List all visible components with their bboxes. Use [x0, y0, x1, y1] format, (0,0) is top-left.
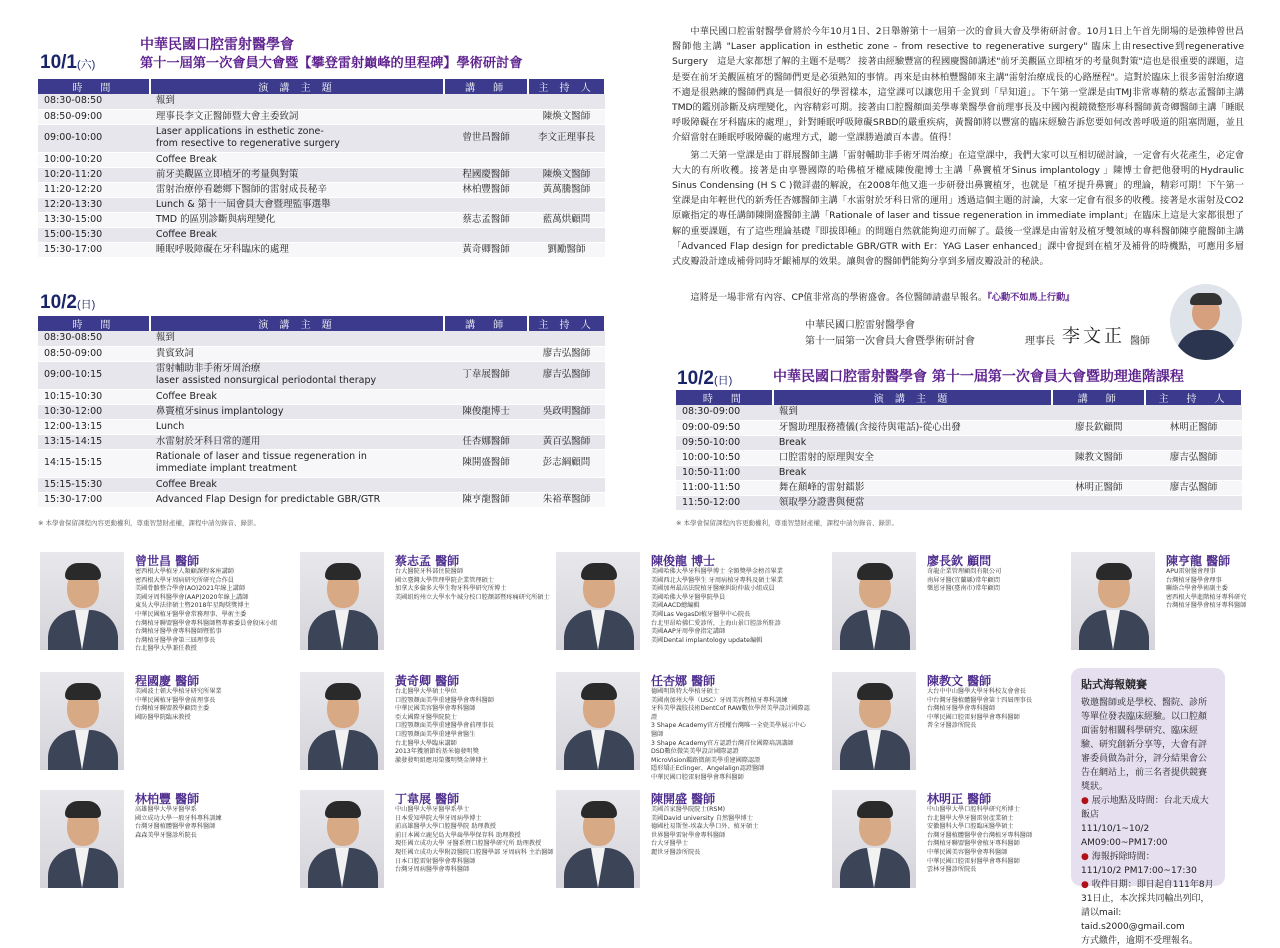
doctor-cv: 大台中中山醫學大學牙科校友會會長 中台灣牙醫植體醫學會第十四屆理事長 台灣植牙醫學會專科醫師 中華民國口腔雷射醫學會專科醫師 普全牙醫診所院長	[927, 688, 1033, 730]
chairman-photo	[1170, 284, 1242, 360]
doctor-photo	[556, 672, 640, 770]
topic-cell: 報到	[773, 405, 1052, 420]
intro-text	[672, 24, 1244, 269]
speaker-cell	[444, 389, 528, 404]
doctor-name: 程國慶 醫師	[135, 674, 200, 688]
sig-suffix: 醫師	[1130, 336, 1150, 347]
host-cell: 廖吉弘醫師	[1145, 480, 1242, 495]
day1-date: 10/1(六)	[40, 52, 96, 73]
time-cell: 08:30-08:50	[38, 94, 150, 109]
time-cell: 08:30-08:50	[38, 331, 150, 346]
table-row	[38, 419, 605, 434]
topic-cell: 領取學分證書與便當	[773, 495, 1052, 510]
table-header: 時 間	[38, 79, 150, 94]
topic-cell: 雷射輔助非手術牙周治療 laser assisted nonsurgical periodontal therapy	[150, 361, 444, 389]
doctor-cv: 台大醫院牙科部住院醫師 國立臺灣大學管理學院企業管理碩士 加拿大多倫多大學生物牙科學研究所博士 美國紐約州立大學水牛城分校口腔顏部暨疼痛研究所碩士	[395, 568, 550, 601]
table-row	[676, 450, 1242, 465]
day2-schedule-table	[38, 316, 606, 508]
doctor-cv: 美國首家醫學院院士(RSM) 美國David university 自然醫學博士 德國杜易斯堡-埃森大學口外、植牙碩士 世界醫學雷射學會專科醫師 台大牙醫學士 麗世牙醫診所院長	[651, 806, 759, 856]
time-cell: 09:00-09:50	[676, 420, 773, 435]
table-row	[38, 492, 605, 507]
speaker-cell: 任杏娜醫師	[444, 434, 528, 449]
table-row	[38, 477, 605, 492]
topic-cell: Rationale of laser and tissue regeneration in immediate implant treatment	[150, 449, 444, 477]
doctor-name: 林柏豐 醫師	[135, 792, 200, 806]
speaker-cell	[444, 331, 528, 346]
topic-cell: 鼻竇植牙sinus implantology	[150, 404, 444, 419]
poster-competition-box	[1071, 668, 1225, 946]
speaker-cell: 陳教文醫師	[1052, 450, 1145, 465]
doctor-photo	[300, 552, 384, 650]
speaker-cell: 陳俊龍博士	[444, 404, 528, 419]
speaker-cell	[1052, 465, 1145, 480]
intro-p1: 中華民國口腔雷射醫學會將於今年10月1日、2日舉辦第十一屆第一次的會員大會及學術研討會。10月1日上午首先開場的是強棒曾世昌醫師他主講 "Laser application in esthetic zone – from resective to regenerative surgery" 臨床上由resective到regenerative Surgery 這是大家都想了解的主題不是嗎？ 接著由經驗豐富的程國慶醫師講述"前牙美觀區立即植牙的考量與對策"這也是很重要的課題，這是要在前牙美觀區植牙的醫師們更是必須熟知的事情。再來是由林柏豐醫師來主講"雷射治療成長的心路歷程"。這對於臨床上很多雷射治療適不適是很熟練的醫師們真是一個很好的學習樣本，這堂課可以讓您用千金買到「早知道」。下午第一堂課是由TMJ非常專精的蔡志孟醫師主講TMD的鑑別診斷及病理變化，內容精彩可期。接著由口腔醫顏面美學專業醫學會前理事長及中國內視鏡微整形專科醫師黃奇卿醫師主講「睡眠呼吸障礙在牙科臨床的處理」，針對睡眠呼吸障礙SRBD的嚴重疾病，黃醫師將以豐富的臨床經驗告訴您要如何改善呼吸道的阻塞問題，並且介紹當射在睡眠呼吸障礙的處理方式，聽一堂課勝過讀百本書。值得！	[672, 26, 1244, 144]
table-header: 演 講 主 題	[150, 316, 444, 331]
table-row	[38, 94, 605, 109]
day-note: ※ 本學會保留課程內容更動權利，尊重智慧財產權，課程中請勿錄音、錄影。	[38, 519, 261, 527]
topic-cell: 前牙美觀區立即植牙的考量與對策	[150, 167, 444, 182]
doctor-name: 丁韋展 醫師	[395, 792, 460, 806]
day1-title-1: 中華民國口腔雷射醫學會	[140, 37, 294, 53]
table-header: 主 持 人	[528, 316, 605, 331]
doctor-name: 陳亨龍 醫師	[1166, 554, 1231, 568]
sig-line-2: 第十一屆第一次會員大會暨學術研討會	[805, 336, 975, 347]
doctor-cv: 美國哈佛大學牙科醫學博士 全額獎學金榜首畢業 美國西北大學醫學生 牙周病植牙專科及碩士畢業 美國加州最高法院植牙醫療糾紛仲裁小組成員 美國哈佛大學牙醫學院學員 美國AACD總編輯 美國Las VegasDI植牙醫學中心院長 台北里昂哈佛仁愛診所，上海山景口腔診所駐診 美國AAP牙周學會指定講師 美國Dental implantology update編輯	[651, 568, 783, 644]
doctor-card	[300, 552, 550, 667]
time-cell: 15:15-15:30	[38, 477, 150, 492]
time-cell: 08:30-09:00	[676, 405, 773, 420]
table-row	[676, 480, 1242, 495]
host-cell	[1145, 495, 1242, 510]
topic-cell: Lunch & 第十一屆會員大會暨理監事選舉	[150, 197, 444, 212]
table-row	[38, 227, 605, 242]
speaker-cell: 曾世昌醫師	[444, 124, 528, 152]
doctor-card	[1071, 552, 1280, 667]
speaker-cell	[1052, 435, 1145, 450]
doctor-cv: 中山醫學大學牙醫學系學士 日本愛知學院大學牙周病學博士 前高雄醫學大學口腔醫學院 助理教授 前日本國立鹿兒島大學齒學學保存科 助理教授 現任國立成功大學 牙醫系暨口腔醫學研究所 助理教授 現任國立成功大學附設醫院口腔醫學部 牙周病科 主治醫師 日本口腔雷射醫學會專科醫師 台灣牙周病醫學會專科醫師	[395, 806, 554, 874]
speaker-cell: 蔡志孟醫師	[444, 212, 528, 227]
doctor-card	[556, 552, 806, 667]
topic-cell: 理事長李文正醫師暨大會主委致詞	[150, 109, 444, 124]
topic-cell: Coffee Break	[150, 389, 444, 404]
doctor-cv: 台北醫學大學碩士學位 口腔顎顏面美學重建醫學會專科醫師 中華民國美容醫學會專科醫師 亞太國際牙醫學院院士 口腔顎顏面美學重建醫學會前理事長 口腔顎顏面美學重建學會醫生 台北醫學大學臨床講師 2013年獲頒節約基米德發明獎 激發發明組應用榮獲明獎金牌傳主	[395, 688, 494, 764]
table-row	[38, 124, 605, 152]
doctor-photo	[556, 552, 640, 650]
doctor-cv: 美國波士頓大學植牙研究所畢業 中華民國植牙醫學會前理事長 台灣植牙聯盟教學顧問主委 國防醫學院臨床教授	[135, 688, 222, 721]
host-cell: 廖吉弘醫師	[1145, 450, 1242, 465]
time-cell: 09:00-10:00	[38, 124, 150, 152]
doctor-name: 陳俊龍 博士	[651, 554, 716, 568]
doctor-cv: 德國明斯特大學植牙碩士 美國南加州大學（USC）牙周美容暨植牙專科訓練 牙科美學義肢技術DentCof RAW數位學習美學設計國際認證 3 Shape Academy官方授權台灣唯一全瓷美學展示中心醫師 3 Shape Academy官方認證台灣首位國際培訓講師 DSD數位微笑美學設計國際認證 MicroVision鑑路微創美學重建國際認證 隱形矯正Eclinger、Angelalign認證醫師 中華民國口腔雷射醫學會專科醫師	[651, 688, 810, 781]
table-row	[676, 495, 1242, 510]
table-row	[38, 109, 605, 124]
intro-p3: 這將是一場非常有內容、CP值非常高的學術盛會。各位醫師請盡早報名。『心動不如馬上行動』	[690, 292, 1075, 303]
topic-cell: Coffee Break	[150, 477, 444, 492]
host-cell: 黃萬騰醫師	[528, 182, 605, 197]
topic-cell: 貴賓致詞	[150, 346, 444, 361]
doctor-card	[40, 790, 290, 905]
speaker-cell	[1052, 495, 1145, 510]
table-header: 演 講 主 題	[773, 390, 1052, 405]
topic-cell: TMD 的區別診斷與病理變化	[150, 212, 444, 227]
table-row	[676, 435, 1242, 450]
host-cell	[528, 227, 605, 242]
host-cell	[528, 94, 605, 109]
topic-cell: 牙醫助理服務禮儀(含接待與電話)-從心出發	[773, 420, 1052, 435]
doctor-photo	[556, 790, 640, 888]
assistant-course-table	[676, 390, 1243, 511]
topic-cell: Coffee Break	[150, 152, 444, 167]
time-cell: 13:15-14:15	[38, 434, 150, 449]
host-cell: 陳煥文醫師	[528, 167, 605, 182]
time-cell: 12:00-13:15	[38, 419, 150, 434]
speaker-cell: 黃奇卿醫師	[444, 242, 528, 257]
time-cell: 10:50-11:00	[676, 465, 773, 480]
host-cell: 吳政明醫師	[528, 404, 605, 419]
topic-cell: Advanced Flap Design for predictable GBR/GTR	[150, 492, 444, 507]
table-row	[676, 405, 1242, 420]
doctor-photo	[832, 790, 916, 888]
time-cell: 15:00-15:30	[38, 227, 150, 242]
doctor-card	[300, 672, 550, 787]
doctor-card	[832, 790, 1082, 905]
doctor-photo	[300, 672, 384, 770]
table-header: 時 間	[676, 390, 773, 405]
speaker-cell: 丁韋展醫師	[444, 361, 528, 389]
host-cell: 陳煥文醫師	[528, 109, 605, 124]
host-cell	[528, 477, 605, 492]
table-row	[38, 167, 605, 182]
table-row	[38, 152, 605, 167]
host-cell	[528, 389, 605, 404]
time-cell: 14:15-15:15	[38, 449, 150, 477]
host-cell: 藍萬烘顧問	[528, 212, 605, 227]
doctor-name: 林明正 醫師	[927, 792, 992, 806]
doctor-photo	[40, 790, 124, 888]
doctor-cv: 奇龍企業管理顧問有限公司 南屏牙醫(宜蘭縣)常年顧問 樂恩牙醫(臺南市)常年顧問	[927, 568, 1002, 593]
host-cell	[528, 331, 605, 346]
speaker-cell	[444, 197, 528, 212]
topic-cell: 水雷射於牙科日常的運用	[150, 434, 444, 449]
topic-cell: 雷射治療停看聽鄉下醫師的雷射成長秘辛	[150, 182, 444, 197]
speaker-cell	[444, 419, 528, 434]
table-row	[38, 182, 605, 197]
speaker-cell	[1052, 405, 1145, 420]
table-header: 演 講 主 題	[150, 79, 444, 94]
time-cell: 12:20-13:30	[38, 197, 150, 212]
doctor-name: 任杏娜 醫師	[651, 674, 716, 688]
table-row	[38, 434, 605, 449]
time-cell: 10:20-11:20	[38, 167, 150, 182]
host-cell: 黃百弘醫師	[528, 434, 605, 449]
poster-body: 敬邀醫師或是學校、醫院、診所等單位發表臨床經驗。以口腔顏面雷射相關科學研究、臨床經驗、研究創新分享等，大會有評審委員做為計分，評分結果會公告在網站上，前三名者提供競賽獎狀。	[1081, 698, 1208, 792]
topic-cell: 舞在顛峰的雷射鐳影	[773, 480, 1052, 495]
table-row	[38, 389, 605, 404]
time-cell: 15:30-17:00	[38, 492, 150, 507]
day2-date: 10/2(日)	[40, 292, 96, 313]
sig-name: 李文正	[1062, 326, 1125, 347]
topic-cell: Lunch	[150, 419, 444, 434]
topic-cell: Laser applications in esthetic zone- from resective to regenerative surgery	[150, 124, 444, 152]
time-cell: 11:20-12:20	[38, 182, 150, 197]
time-cell: 09:00-10:15	[38, 361, 150, 389]
host-cell: 李文正理事長	[528, 124, 605, 152]
host-cell	[528, 419, 605, 434]
doctor-cv: APU雷射醫會理事 台灣植牙醫學會理事 聯絡合學會學術副主委 密西根大學進階植牙專科研究 台灣植牙醫學會植牙專科醫師	[1166, 568, 1247, 610]
day2b-title: 中華民國口腔雷射醫學會 第十一屆第一次會員大會暨助理進階課程	[773, 369, 1184, 385]
doctor-cv: 高雄醫學大學牙醫學系 國立成功大學一般牙科專科訓練 台灣牙醫植體醫學會專科醫師 森森美學牙醫診所院長	[135, 806, 222, 839]
table-header: 時 間	[38, 316, 150, 331]
table-row	[38, 197, 605, 212]
table-header: 講 師	[444, 316, 528, 331]
time-cell: 10:00-10:50	[676, 450, 773, 465]
speaker-cell	[444, 94, 528, 109]
table-header: 主 持 人	[528, 79, 605, 94]
day2b-date: 10/2(日)	[677, 368, 733, 389]
poster-b2: ● 海報拆除時間： 111/10/2 PM17:00~17:30	[1081, 852, 1197, 876]
doctor-name: 蔡志孟 醫師	[395, 554, 460, 568]
table-row	[38, 212, 605, 227]
topic-cell: 睡眠呼吸障礙在牙科臨床的處理	[150, 242, 444, 257]
speaker-cell: 廖長欽顧問	[1052, 420, 1145, 435]
topic-cell: 報到	[150, 331, 444, 346]
table-row	[38, 449, 605, 477]
speaker-cell: 陳亨龍醫師	[444, 492, 528, 507]
doctor-name: 陳教文 醫師	[927, 674, 992, 688]
doctor-card	[556, 672, 810, 787]
doctor-name: 陳開盛 醫師	[651, 792, 716, 806]
time-cell: 10:30-12:00	[38, 404, 150, 419]
time-cell: 10:00-10:20	[38, 152, 150, 167]
time-cell: 10:15-10:30	[38, 389, 150, 404]
doctor-name: 廖長欽 顧問	[927, 554, 992, 568]
speaker-cell: 林明正醫師	[1052, 480, 1145, 495]
doctor-card	[300, 790, 554, 905]
host-cell	[528, 152, 605, 167]
doctor-photo	[1071, 552, 1155, 650]
poster-b1: ● 展示地點及時間：台北天成大飯店 111/10/1~10/2 AM09:00~PM17:00	[1081, 796, 1209, 848]
host-cell: 彭志綱顧問	[528, 449, 605, 477]
time-cell: 08:50-09:00	[38, 109, 150, 124]
table-header: 講 師	[1052, 390, 1145, 405]
table-row	[38, 331, 605, 346]
speaker-cell	[444, 109, 528, 124]
table-header: 主 持 人	[1145, 390, 1242, 405]
speaker-cell	[444, 227, 528, 242]
sig-line-1: 中華民國口腔雷射醫學會	[805, 320, 915, 331]
speaker-cell	[444, 477, 528, 492]
host-cell: 劉勵醫師	[528, 242, 605, 257]
table-row	[38, 346, 605, 361]
speaker-cell	[444, 346, 528, 361]
time-cell: 11:00-11:50	[676, 480, 773, 495]
doctor-cv: 中山醫學大學口腔科學研究所博士 台北醫學大學牙醫雷射產業碩士 安徽醫科大學口腔臨床醫學碩士 台灣牙醫植體醫學會台灣植牙專科醫師 台灣植牙聯盟醫學會植牙專科醫師 中華民國美容醫學會專科醫師 中華民國口腔雷射醫學會專科醫師 雲林牙醫診所院長	[927, 806, 1033, 874]
speaker-cell	[444, 152, 528, 167]
doctor-card	[40, 552, 290, 667]
doctor-card	[40, 672, 290, 787]
topic-cell: Break	[773, 435, 1052, 450]
host-cell: 廖吉弘醫師	[528, 361, 605, 389]
host-cell: 廖吉弘醫師	[528, 346, 605, 361]
doctor-photo	[300, 790, 384, 888]
speaker-cell: 程國慶醫師	[444, 167, 528, 182]
host-cell: 朱裕華醫師	[528, 492, 605, 507]
host-cell	[1145, 405, 1242, 420]
sig-role: 理事長	[1025, 336, 1055, 347]
intro-p2: 第二天第一堂課是由丁群展醫師主講「雷射輔助非手術牙周治療」在這堂課中，我們大家可以互相切磋討論，一定會有火花產生，必定會大大的有所收穫。接著是由享譽國際的哈佛植牙權威陳俊龍博士主講「鼻竇植牙Sinus implantology 」陳博士會把他發明的Hydraulic Sinus Condensing (H S C )微詳盡的解說，在2008年他又進一步研發出鼻竇植牙，也就是「植牙提升鼻竇」的理論，精彩可期！下午第一堂課是由年輕世代的新秀任杏娜醫師主講「水雷射於牙科日常的運用」透過這個主題的討論，大家一定會有很多的收穫。接著是水雷射及CO2原廠指定的專任講師陳開盛醫師主講「Rationale of laser and tissue regeneration in immediate implant」在臨床上這是大家都很想了解的重要課題，有了這些理論基礎『即拔即種』的問題自然就能夠迎刃而解了。最後一堂課是由雷射及植牙雙領域的專科醫師陳亨龍醫師主講「Advanced Flap design for predictable GBR/GTR with Er：YAG Laser enhanced」課中會提到在植牙及補骨的時機點，可應用多層式皮瓣設計達成補骨同時牙齦補厚的效果。讓與會的醫師們能夠分享到多層皮瓣設計的秘訣。	[672, 149, 1244, 268]
host-cell: 林明正醫師	[1145, 420, 1242, 435]
time-cell: 08:50-09:00	[38, 346, 150, 361]
doctor-photo	[40, 672, 124, 770]
topic-cell: 報到	[150, 94, 444, 109]
day2b-note: ※ 本學會保留課程內容更動權利，尊重智慧財產權，課程中請勿錄音、錄影。	[676, 519, 899, 527]
doctor-card	[556, 790, 806, 905]
doctor-photo	[40, 552, 124, 650]
time-cell: 15:30-17:00	[38, 242, 150, 257]
day1-title-2: 第十一屆第一次會員大會暨【攀登雷射巔峰的里程碑】學術研討會	[140, 56, 523, 71]
doctor-card	[832, 552, 1082, 667]
host-cell	[528, 197, 605, 212]
host-cell	[1145, 435, 1242, 450]
doctor-name: 曾世昌 醫師	[135, 554, 200, 568]
topic-cell: Break	[773, 465, 1052, 480]
speaker-cell: 林柏豐醫師	[444, 182, 528, 197]
table-header: 講 師	[444, 79, 528, 94]
host-cell	[1145, 465, 1242, 480]
table-row	[38, 361, 605, 389]
topic-cell: Coffee Break	[150, 227, 444, 242]
doctor-photo	[832, 552, 916, 650]
poster-title: 貼式海報競賽	[1081, 678, 1147, 691]
time-cell: 09:50-10:00	[676, 435, 773, 450]
table-row	[38, 242, 605, 257]
time-cell: 11:50-12:00	[676, 495, 773, 510]
doctor-card	[832, 672, 1082, 787]
table-row	[38, 404, 605, 419]
speaker-cell: 陳開盛醫師	[444, 449, 528, 477]
table-row	[676, 465, 1242, 480]
doctor-photo	[832, 672, 916, 770]
doctor-cv: 密西根大學植牙人類顧課程客座講師 密西根大學牙周病研究所研究合作員 美國骨骼整合學會(AO)2021年線上講師 美國牙周科醫學會(AAP)2020年線上講師 東吳大學法律碩士暨2018年星陶奨獎博主 中華民國植牙醫學會常務理事、學術主委 台灣植牙聯盟醫學會專科醫師暨專審委員會殷床小組 台灣植牙醫學會專科醫師暨監事 台灣植牙醫學會第三屆理事長 台北醫學大學兼任教授	[135, 568, 278, 653]
time-cell: 13:30-15:00	[38, 212, 150, 227]
topic-cell: 口腔雷射的原理與安全	[773, 450, 1052, 465]
day1-schedule-table	[38, 79, 606, 258]
table-row	[676, 420, 1242, 435]
doctor-name: 黃奇卿 醫師	[395, 674, 460, 688]
poster-b3: ● 收件日期：即日起自111年8月31日止，本次採共同輸出列印，請以mail: taid.s2000@gmail.com 方式繳件，逾期不受理報名。	[1081, 880, 1214, 946]
